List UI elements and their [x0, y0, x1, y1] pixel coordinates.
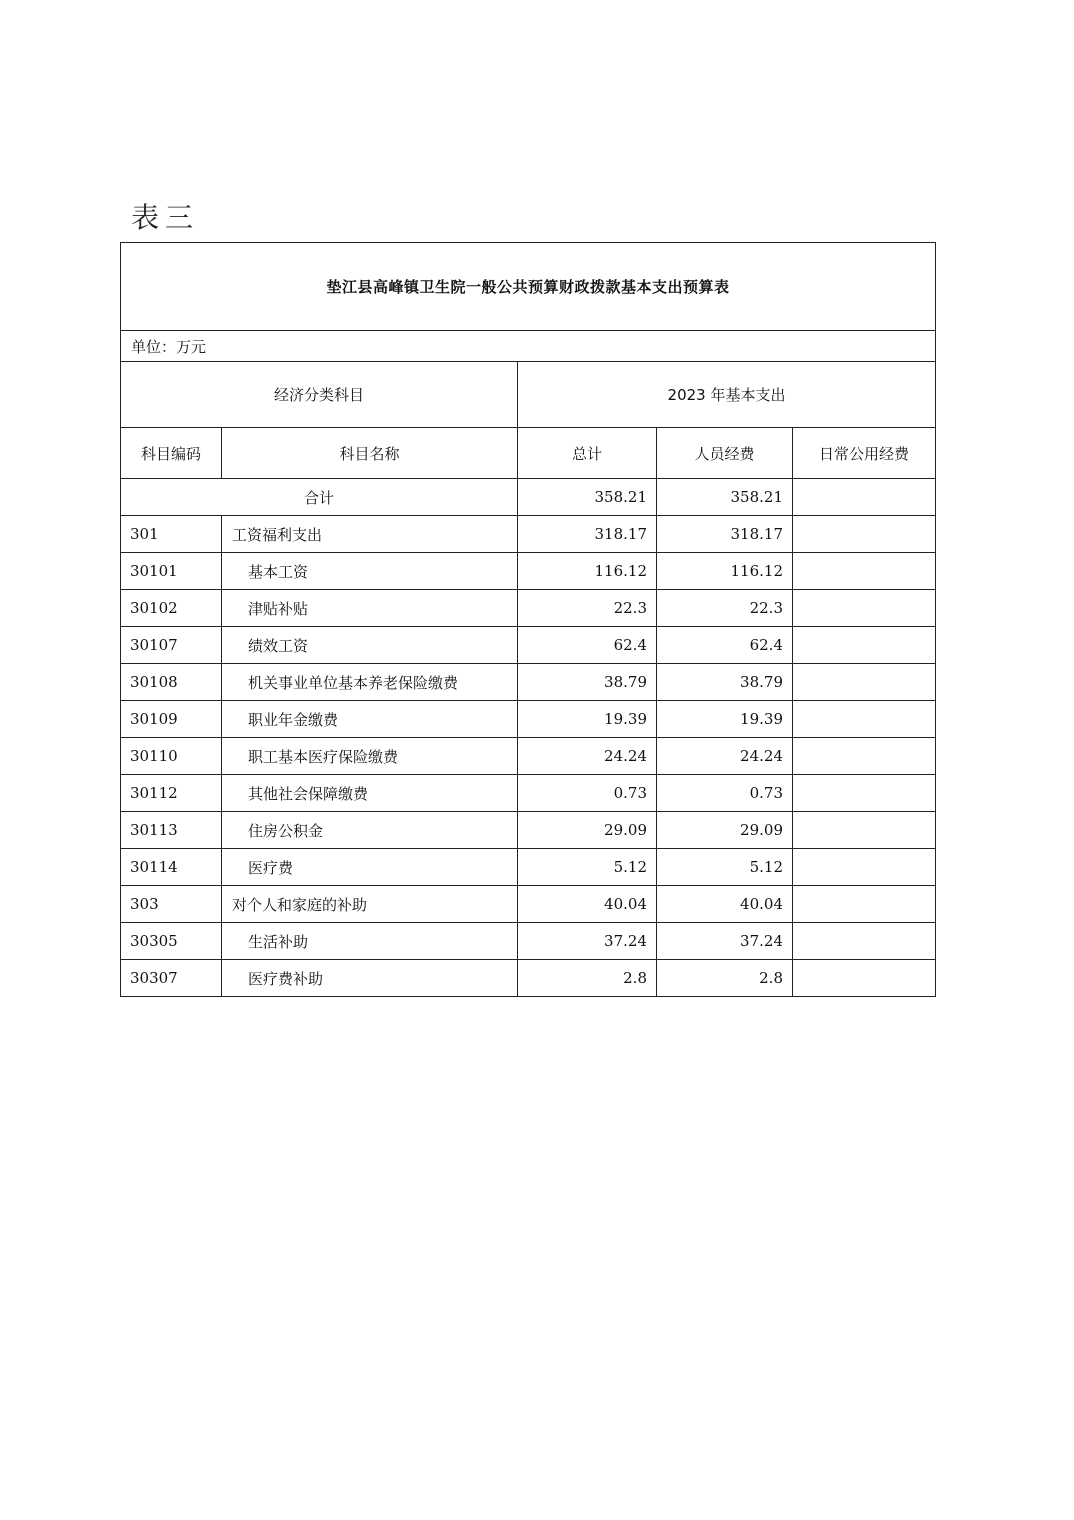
unit-label: 单位：万元 [121, 331, 936, 362]
row-personnel: 37.24 [657, 923, 793, 960]
row-total: 38.79 [518, 664, 657, 701]
row-personnel: 38.79 [657, 664, 793, 701]
header-name: 科目名称 [222, 428, 518, 479]
row-code: 30305 [121, 923, 222, 960]
total-label: 合计 [121, 479, 518, 516]
row-personnel: 5.12 [657, 849, 793, 886]
total-total: 358.21 [518, 479, 657, 516]
row-public [793, 775, 936, 812]
table-label: 表三 [131, 201, 200, 234]
row-code: 30102 [121, 590, 222, 627]
header-personnel: 人员经费 [657, 428, 793, 479]
table-row [121, 849, 936, 886]
row-code: 30101 [121, 553, 222, 590]
row-personnel: 24.24 [657, 738, 793, 775]
row-name: 绩效工资 [222, 627, 518, 664]
table-row [121, 923, 936, 960]
row-total: 2.8 [518, 960, 657, 997]
total-row [121, 479, 936, 516]
table-row [121, 738, 936, 775]
table-row [121, 812, 936, 849]
budget-table [120, 242, 936, 997]
header-public: 日常公用经费 [793, 428, 936, 479]
table-title: 垫江县高峰镇卫生院一般公共预算财政拨款基本支出预算表 [121, 243, 936, 331]
row-public [793, 886, 936, 923]
row-public [793, 923, 936, 960]
row-total: 29.09 [518, 812, 657, 849]
row-total: 318.17 [518, 516, 657, 553]
row-code: 30108 [121, 664, 222, 701]
row-name: 职业年金缴费 [222, 701, 518, 738]
row-total: 62.4 [518, 627, 657, 664]
row-public [793, 849, 936, 886]
row-personnel: 318.17 [657, 516, 793, 553]
row-code: 30107 [121, 627, 222, 664]
row-total: 37.24 [518, 923, 657, 960]
row-total: 40.04 [518, 886, 657, 923]
row-name: 机关事业单位基本养老保险缴费 [222, 664, 518, 701]
row-name: 其他社会保障缴费 [222, 775, 518, 812]
row-personnel: 29.09 [657, 812, 793, 849]
row-code: 301 [121, 516, 222, 553]
row-public [793, 516, 936, 553]
header-economic-classification: 经济分类科目 [121, 362, 518, 428]
table-row [121, 701, 936, 738]
row-public [793, 627, 936, 664]
row-personnel: 0.73 [657, 775, 793, 812]
table-row [121, 664, 936, 701]
table-row [121, 886, 936, 923]
row-code: 303 [121, 886, 222, 923]
table-row [121, 960, 936, 997]
row-public [793, 701, 936, 738]
row-personnel: 116.12 [657, 553, 793, 590]
row-public [793, 553, 936, 590]
row-name: 职工基本医疗保险缴费 [222, 738, 518, 775]
header-basic-expenditure: 2023 年基本支出 [518, 362, 936, 428]
row-code: 30112 [121, 775, 222, 812]
row-code: 30307 [121, 960, 222, 997]
row-total: 19.39 [518, 701, 657, 738]
row-code: 30114 [121, 849, 222, 886]
table-row [121, 516, 936, 553]
row-total: 5.12 [518, 849, 657, 886]
row-name: 基本工资 [222, 553, 518, 590]
row-code: 30110 [121, 738, 222, 775]
row-public [793, 664, 936, 701]
row-personnel: 19.39 [657, 701, 793, 738]
row-name: 生活补助 [222, 923, 518, 960]
row-public [793, 738, 936, 775]
row-total: 0.73 [518, 775, 657, 812]
table-row [121, 775, 936, 812]
table-row [121, 590, 936, 627]
row-personnel: 40.04 [657, 886, 793, 923]
header-code: 科目编码 [121, 428, 222, 479]
row-public [793, 960, 936, 997]
row-name: 津贴补贴 [222, 590, 518, 627]
row-name: 工资福利支出 [222, 516, 518, 553]
row-personnel: 62.4 [657, 627, 793, 664]
row-total: 22.3 [518, 590, 657, 627]
row-name: 住房公积金 [222, 812, 518, 849]
row-name: 对个人和家庭的补助 [222, 886, 518, 923]
row-code: 30113 [121, 812, 222, 849]
row-name: 医疗费补助 [222, 960, 518, 997]
row-public [793, 812, 936, 849]
row-personnel: 22.3 [657, 590, 793, 627]
row-total: 24.24 [518, 738, 657, 775]
table-row [121, 627, 936, 664]
row-personnel: 2.8 [657, 960, 793, 997]
header-total: 总计 [518, 428, 657, 479]
total-personnel: 358.21 [657, 479, 793, 516]
row-public [793, 590, 936, 627]
row-total: 116.12 [518, 553, 657, 590]
row-code: 30109 [121, 701, 222, 738]
table-row [121, 553, 936, 590]
total-public [793, 479, 936, 516]
row-name: 医疗费 [222, 849, 518, 886]
